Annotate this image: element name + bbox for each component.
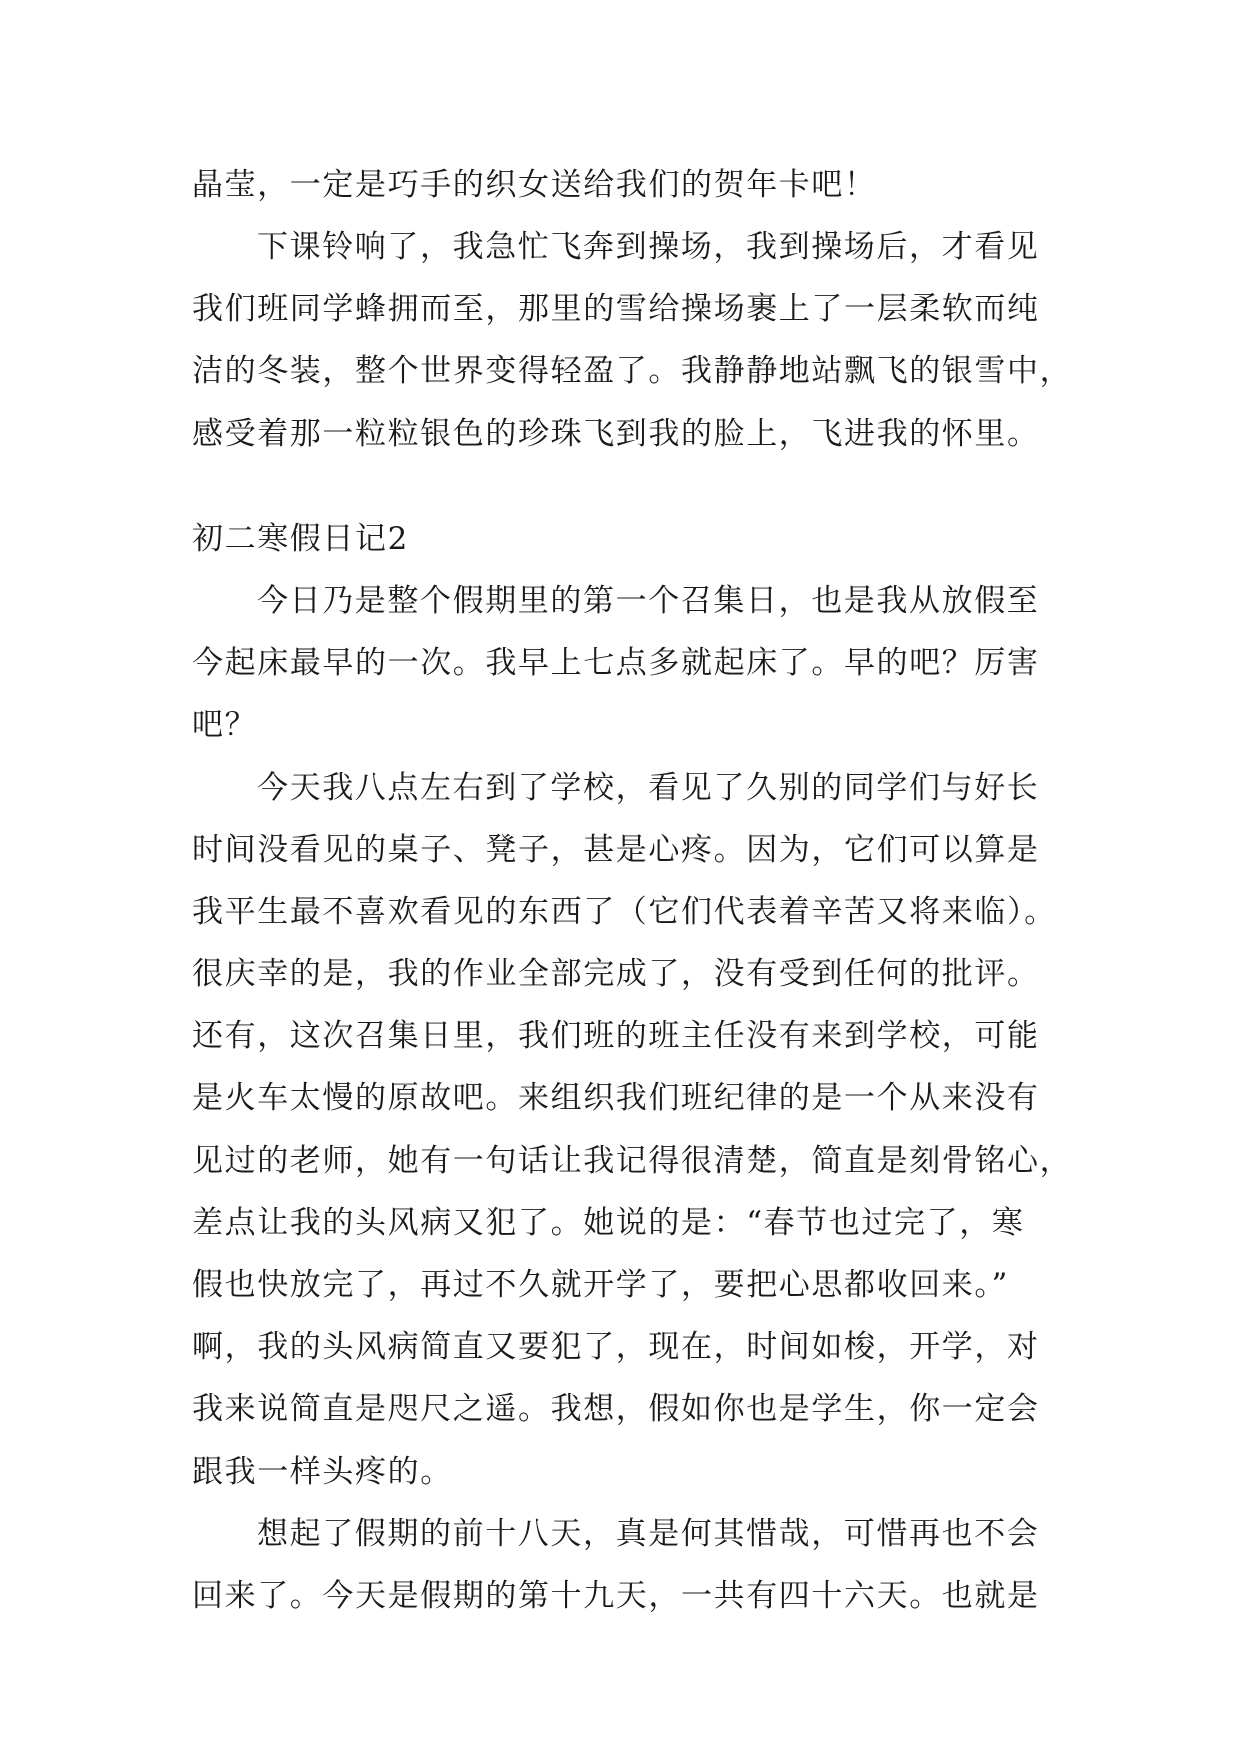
paragraph-line: 时间没看见的桌子、凳子，甚是心疼。因为，它们可以算是	[192, 832, 1040, 868]
paragraph-line: 很庆幸的是，我的作业全部完成了，没有受到任何的批评。	[192, 956, 1040, 992]
paragraph-line: 跟我一样头疼的。	[192, 1454, 453, 1490]
paragraph-line: 下课铃响了，我急忙飞奔到操场，我到操场后，才看见	[257, 229, 1040, 265]
paragraph-line: 还有，这次召集日里，我们班的班主任没有来到学校，可能	[192, 1018, 1040, 1054]
section-heading: 初二寒假日记2	[192, 521, 409, 557]
paragraph-line: 我平生最不喜欢看见的东西了（它们代表着辛苦又将来临）。	[192, 894, 1057, 930]
paragraph-line: 我们班同学蜂拥而至，那里的雪给操场裹上了一层柔软而纯	[192, 291, 1040, 327]
paragraph-line: 差点让我的头风病又犯了。她说的是：“春节也过完了，寒	[192, 1205, 1025, 1241]
paragraph-line: 晶莹，一定是巧手的织女送给我们的贺年卡吧！	[192, 167, 877, 203]
paragraph-line: 今起床最早的一次。我早上七点多就起床了。早的吧？厉害	[192, 645, 1040, 681]
paragraph-line: 回来了。今天是假期的第十九天，一共有四十六天。也就是	[192, 1578, 1040, 1614]
paragraph-line: 感受着那一粒粒银色的珍珠飞到我的脸上，飞进我的怀里。	[192, 416, 1040, 452]
paragraph-line: 假也快放完了，再过不久就开学了，要把心思都收回来。”	[192, 1267, 1009, 1303]
paragraph-line: 是火车太慢的原故吧。来组织我们班纪律的是一个从来没有	[192, 1080, 1040, 1116]
paragraph-line: 洁的冬装，整个世界变得轻盈了。我静静地站飘飞的银雪中，	[192, 353, 1073, 389]
paragraph-line: 我来说简直是咫尺之遥。我想，假如你也是学生，你一定会	[192, 1391, 1040, 1427]
paragraph-line: 今日乃是整个假期里的第一个召集日，也是我从放假至	[257, 583, 1040, 619]
paragraph-line: 啊，我的头风病简直又要犯了，现在，时间如梭，开学，对	[192, 1329, 1040, 1365]
paragraph-line: 今天我八点左右到了学校，看见了久别的同学们与好长	[257, 770, 1040, 806]
paragraph-line: 想起了假期的前十八天，真是何其惜哉，可惜再也不会	[257, 1516, 1040, 1552]
paragraph-line: 见过的老师，她有一句话让我记得很清楚，简直是刻骨铭心，	[192, 1143, 1073, 1179]
paragraph-line: 吧？	[192, 707, 258, 743]
